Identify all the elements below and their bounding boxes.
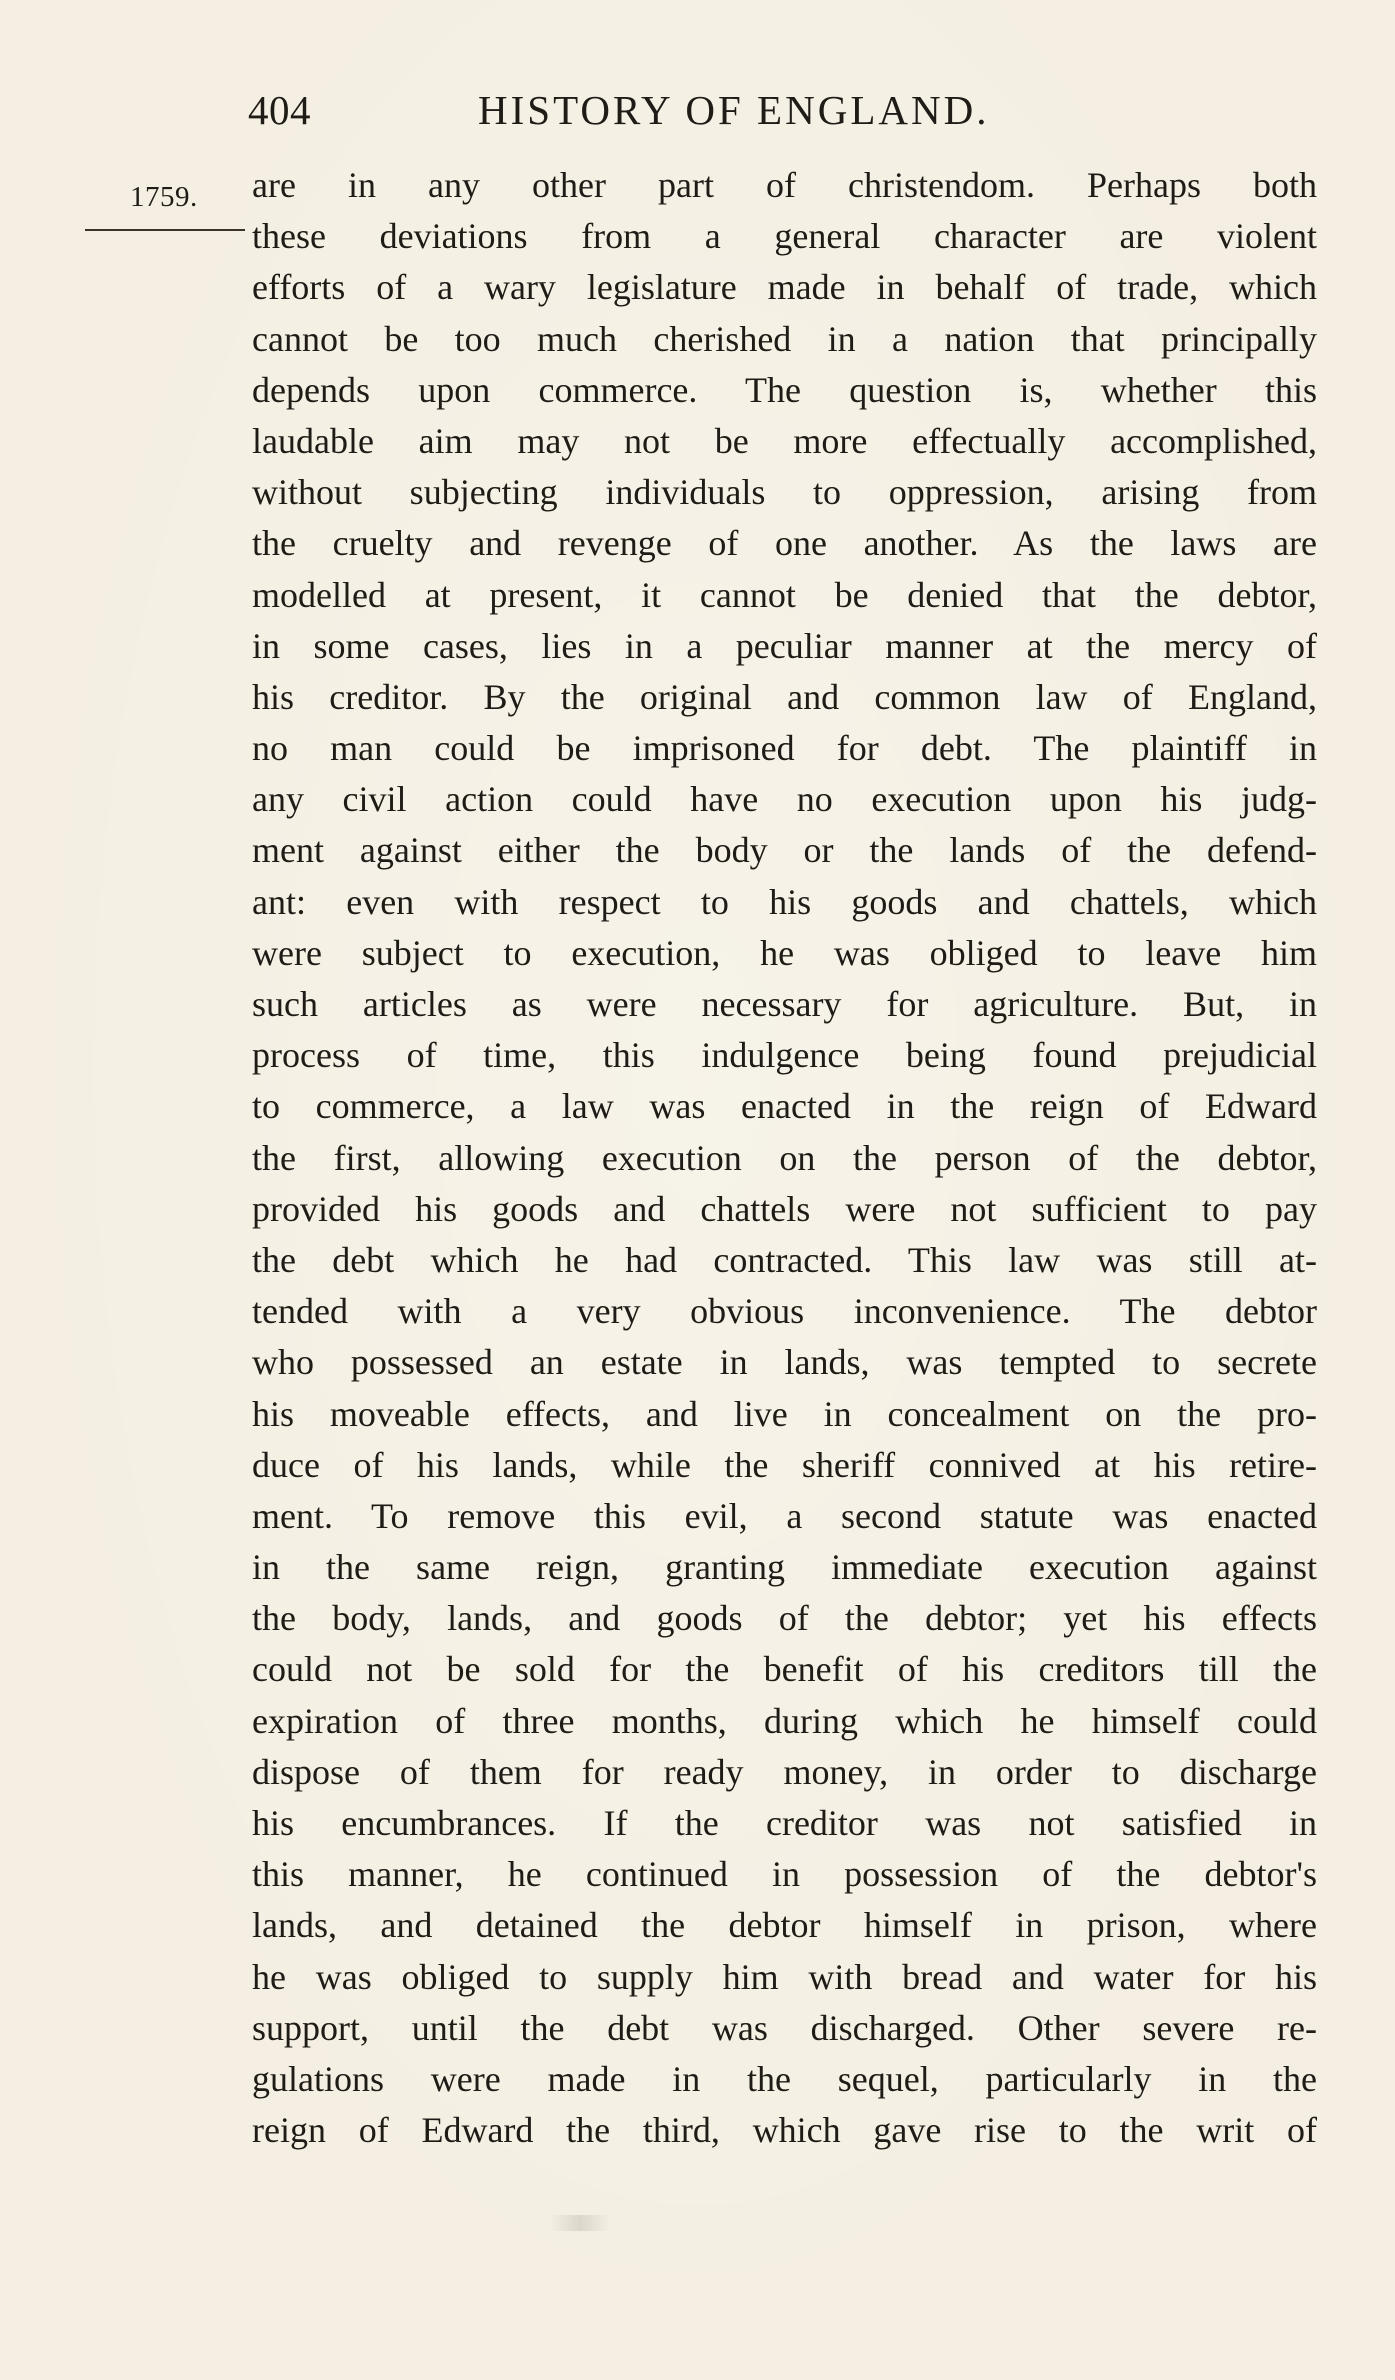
text-line: support, until the debt was discharged. Other severe re- — [252, 2007, 1317, 2048]
margin-rule — [85, 229, 245, 231]
text-line: are in any other part of christendom. Perhaps both — [252, 165, 1317, 205]
text-line: duce of his lands, while the sheriff connived at his retire- — [252, 1444, 1317, 1485]
text-line: in some cases, lies in a peculiar manner at the mercy of — [252, 625, 1317, 666]
text-line: ment. To remove this evil, a second statute was enacted — [252, 1495, 1317, 1536]
text-line: the debt which he had contracted. This law was still at- — [252, 1239, 1317, 1280]
running-title: HISTORY OF ENGLAND. — [478, 87, 990, 133]
text-line: efforts of a wary legislature made in behalf of trade, which — [252, 267, 1317, 308]
text-line: tended with a very obvious inconvenience. The debtor — [252, 1291, 1317, 1332]
page-number: 404 — [248, 87, 311, 133]
text-line: the first, allowing execution on the person of the debtor, — [252, 1137, 1317, 1178]
text-line: cannot be too much cherished in a nation that principally — [252, 318, 1317, 359]
text-line: ment against either the body or the lands of the defend- — [252, 830, 1317, 871]
margin-year-note: 1759. — [130, 181, 198, 213]
text-line: the body, lands, and goods of the debtor; yet his effects — [252, 1598, 1317, 1639]
text-line: this manner, he continued in possession of the debtor's — [252, 1854, 1317, 1895]
text-line: were subject to execution, he was obliged to leave him — [252, 932, 1317, 973]
text-line: laudable aim may not be more effectually accomplished, — [252, 420, 1317, 461]
text-line: provided his goods and chattels were not sufficient to pay — [252, 1188, 1317, 1229]
text-line: expiration of three months, during which he himself could — [252, 1700, 1317, 1741]
text-line: to commerce, a law was enacted in the reign of Edward — [252, 1086, 1317, 1127]
text-line: process of time, this indulgence being found prejudicial — [252, 1035, 1317, 1076]
text-line: these deviations from a general character are violent — [252, 216, 1317, 257]
text-line: his moveable effects, and live in concealment on the pro- — [252, 1393, 1317, 1434]
text-line: reign of Edward the third, which gave rise to the writ of — [252, 2110, 1317, 2151]
text-line: gulations were made in the sequel, particularly in the — [252, 2058, 1317, 2099]
text-line: modelled at present, it cannot be denied that the debtor, — [252, 574, 1317, 615]
body-text — [252, 160, 1317, 2156]
text-line: ant: even with respect to his goods and chattels, which — [252, 881, 1317, 922]
text-line: any civil action could have no execution upon his judg- — [252, 779, 1317, 820]
text-line: he was obliged to supply him with bread and water for his — [252, 1956, 1317, 1997]
text-line: lands, and detained the debtor himself in prison, where — [252, 1905, 1317, 1946]
text-line: depends upon commerce. The question is, whether this — [252, 369, 1317, 410]
text-line: in the same reign, granting immediate execution against — [252, 1547, 1317, 1588]
text-line: the cruelty and revenge of one another. As the laws are — [252, 523, 1317, 564]
text-line: his creditor. By the original and common law of England, — [252, 676, 1317, 717]
text-line: such articles as were necessary for agriculture. But, in — [252, 984, 1317, 1024]
text-line: dispose of them for ready money, in order to discharge — [252, 1751, 1317, 1792]
show-through-mark — [550, 2215, 610, 2231]
page-header — [248, 80, 1078, 140]
text-line: no man could be imprisoned for debt. The plaintiff in — [252, 728, 1317, 769]
text-line: who possessed an estate in lands, was tempted to secrete — [252, 1342, 1317, 1383]
text-line: could not be sold for the benefit of his creditors till the — [252, 1649, 1317, 1690]
text-line: his encumbrances. If the creditor was not satisfied in — [252, 1803, 1317, 1843]
text-line: without subjecting individuals to oppression, arising from — [252, 472, 1317, 513]
